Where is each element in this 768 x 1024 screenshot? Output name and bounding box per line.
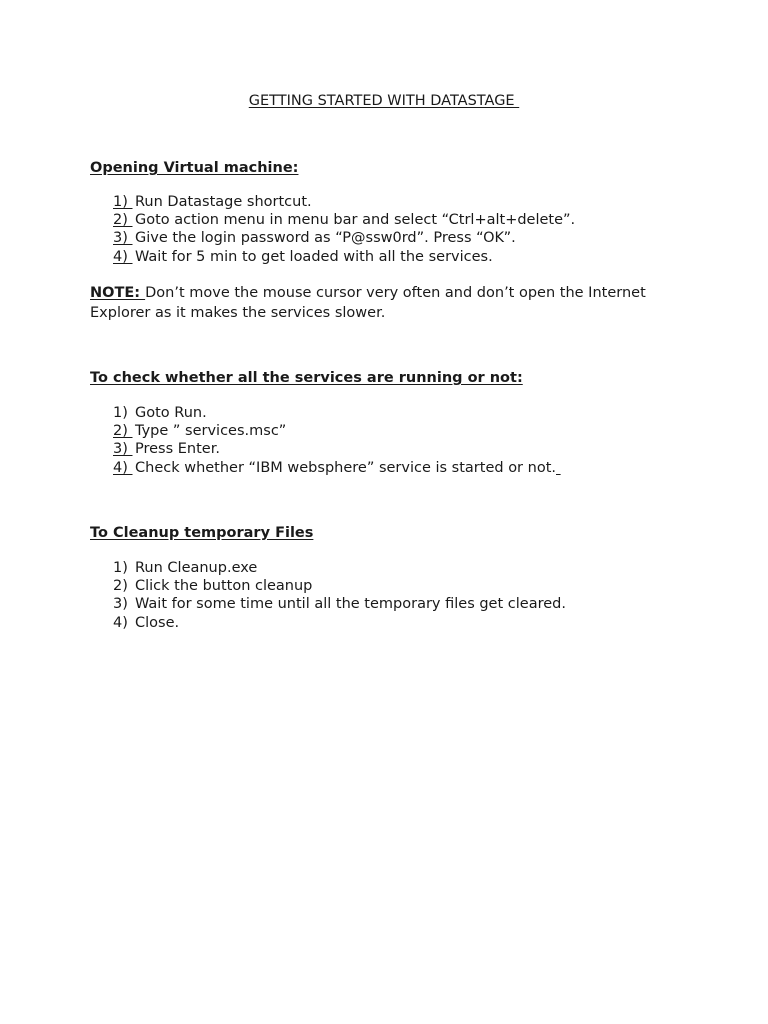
item-number: 3) (113, 230, 133, 247)
document-title: GETTING STARTED WITH DATASTAGE (248, 93, 520, 109)
item-number: 4) (113, 614, 128, 631)
item-text: Run Datastage shortcut. (135, 194, 312, 210)
item-number: 1) (113, 194, 133, 210)
item-text: Click the button cleanup (135, 578, 313, 595)
note-label: NOTE: (90, 285, 146, 301)
item-text: Wait for 5 min to get loaded with all the services. (135, 248, 493, 265)
steps-list-cleanup (113, 559, 566, 632)
item-text: Goto Run. (135, 405, 207, 421)
list-item (113, 404, 561, 422)
note-paragraph (90, 283, 690, 323)
item-text: Goto action menu in menu bar and select “Ctrl+alt+delete”. (135, 212, 576, 229)
list-item (113, 229, 575, 247)
item-text: Close. (135, 614, 180, 631)
item-number: 2) (113, 212, 133, 229)
item-text: Type ” services.msc” (135, 423, 287, 440)
item-number: 1) (113, 405, 128, 421)
steps-list-check-services (113, 404, 561, 477)
item-trailing-space (556, 460, 561, 476)
list-item (113, 459, 561, 477)
section-heading-virtual-machine: Opening Virtual machine: (90, 160, 299, 176)
section-heading-cleanup: To Cleanup temporary Files (90, 525, 314, 541)
item-number: 4) (113, 459, 133, 476)
list-item (113, 559, 566, 577)
item-text: Check whether “IBM websphere” service is started or not. (135, 459, 556, 476)
list-item (113, 440, 561, 458)
item-number: 2) (113, 423, 133, 440)
note-text: Don’t move the mouse cursor very often and don’t open the Internet Explorer as it makes the services slower. (90, 285, 646, 321)
list-item (113, 248, 575, 266)
list-item (113, 595, 566, 613)
item-number: 4) (113, 248, 133, 265)
list-item (113, 422, 561, 440)
item-text: Give the login password as “P@ssw0rd”. Press “OK”. (135, 230, 516, 247)
item-number: 3) (113, 441, 133, 458)
item-number: 1) (113, 560, 128, 576)
list-item (113, 614, 566, 632)
steps-list-virtual-machine (113, 193, 575, 266)
item-number: 2) (113, 578, 128, 595)
item-text: Wait for some time until all the temporary files get cleared. (135, 596, 566, 613)
list-item (113, 193, 575, 211)
section-heading-check-services: To check whether all the services are running or not: (90, 370, 523, 386)
item-text: Press Enter. (135, 441, 220, 458)
item-number: 3) (113, 596, 128, 613)
list-item (113, 577, 566, 595)
item-text: Run Cleanup.exe (135, 560, 258, 576)
list-item (113, 211, 575, 229)
